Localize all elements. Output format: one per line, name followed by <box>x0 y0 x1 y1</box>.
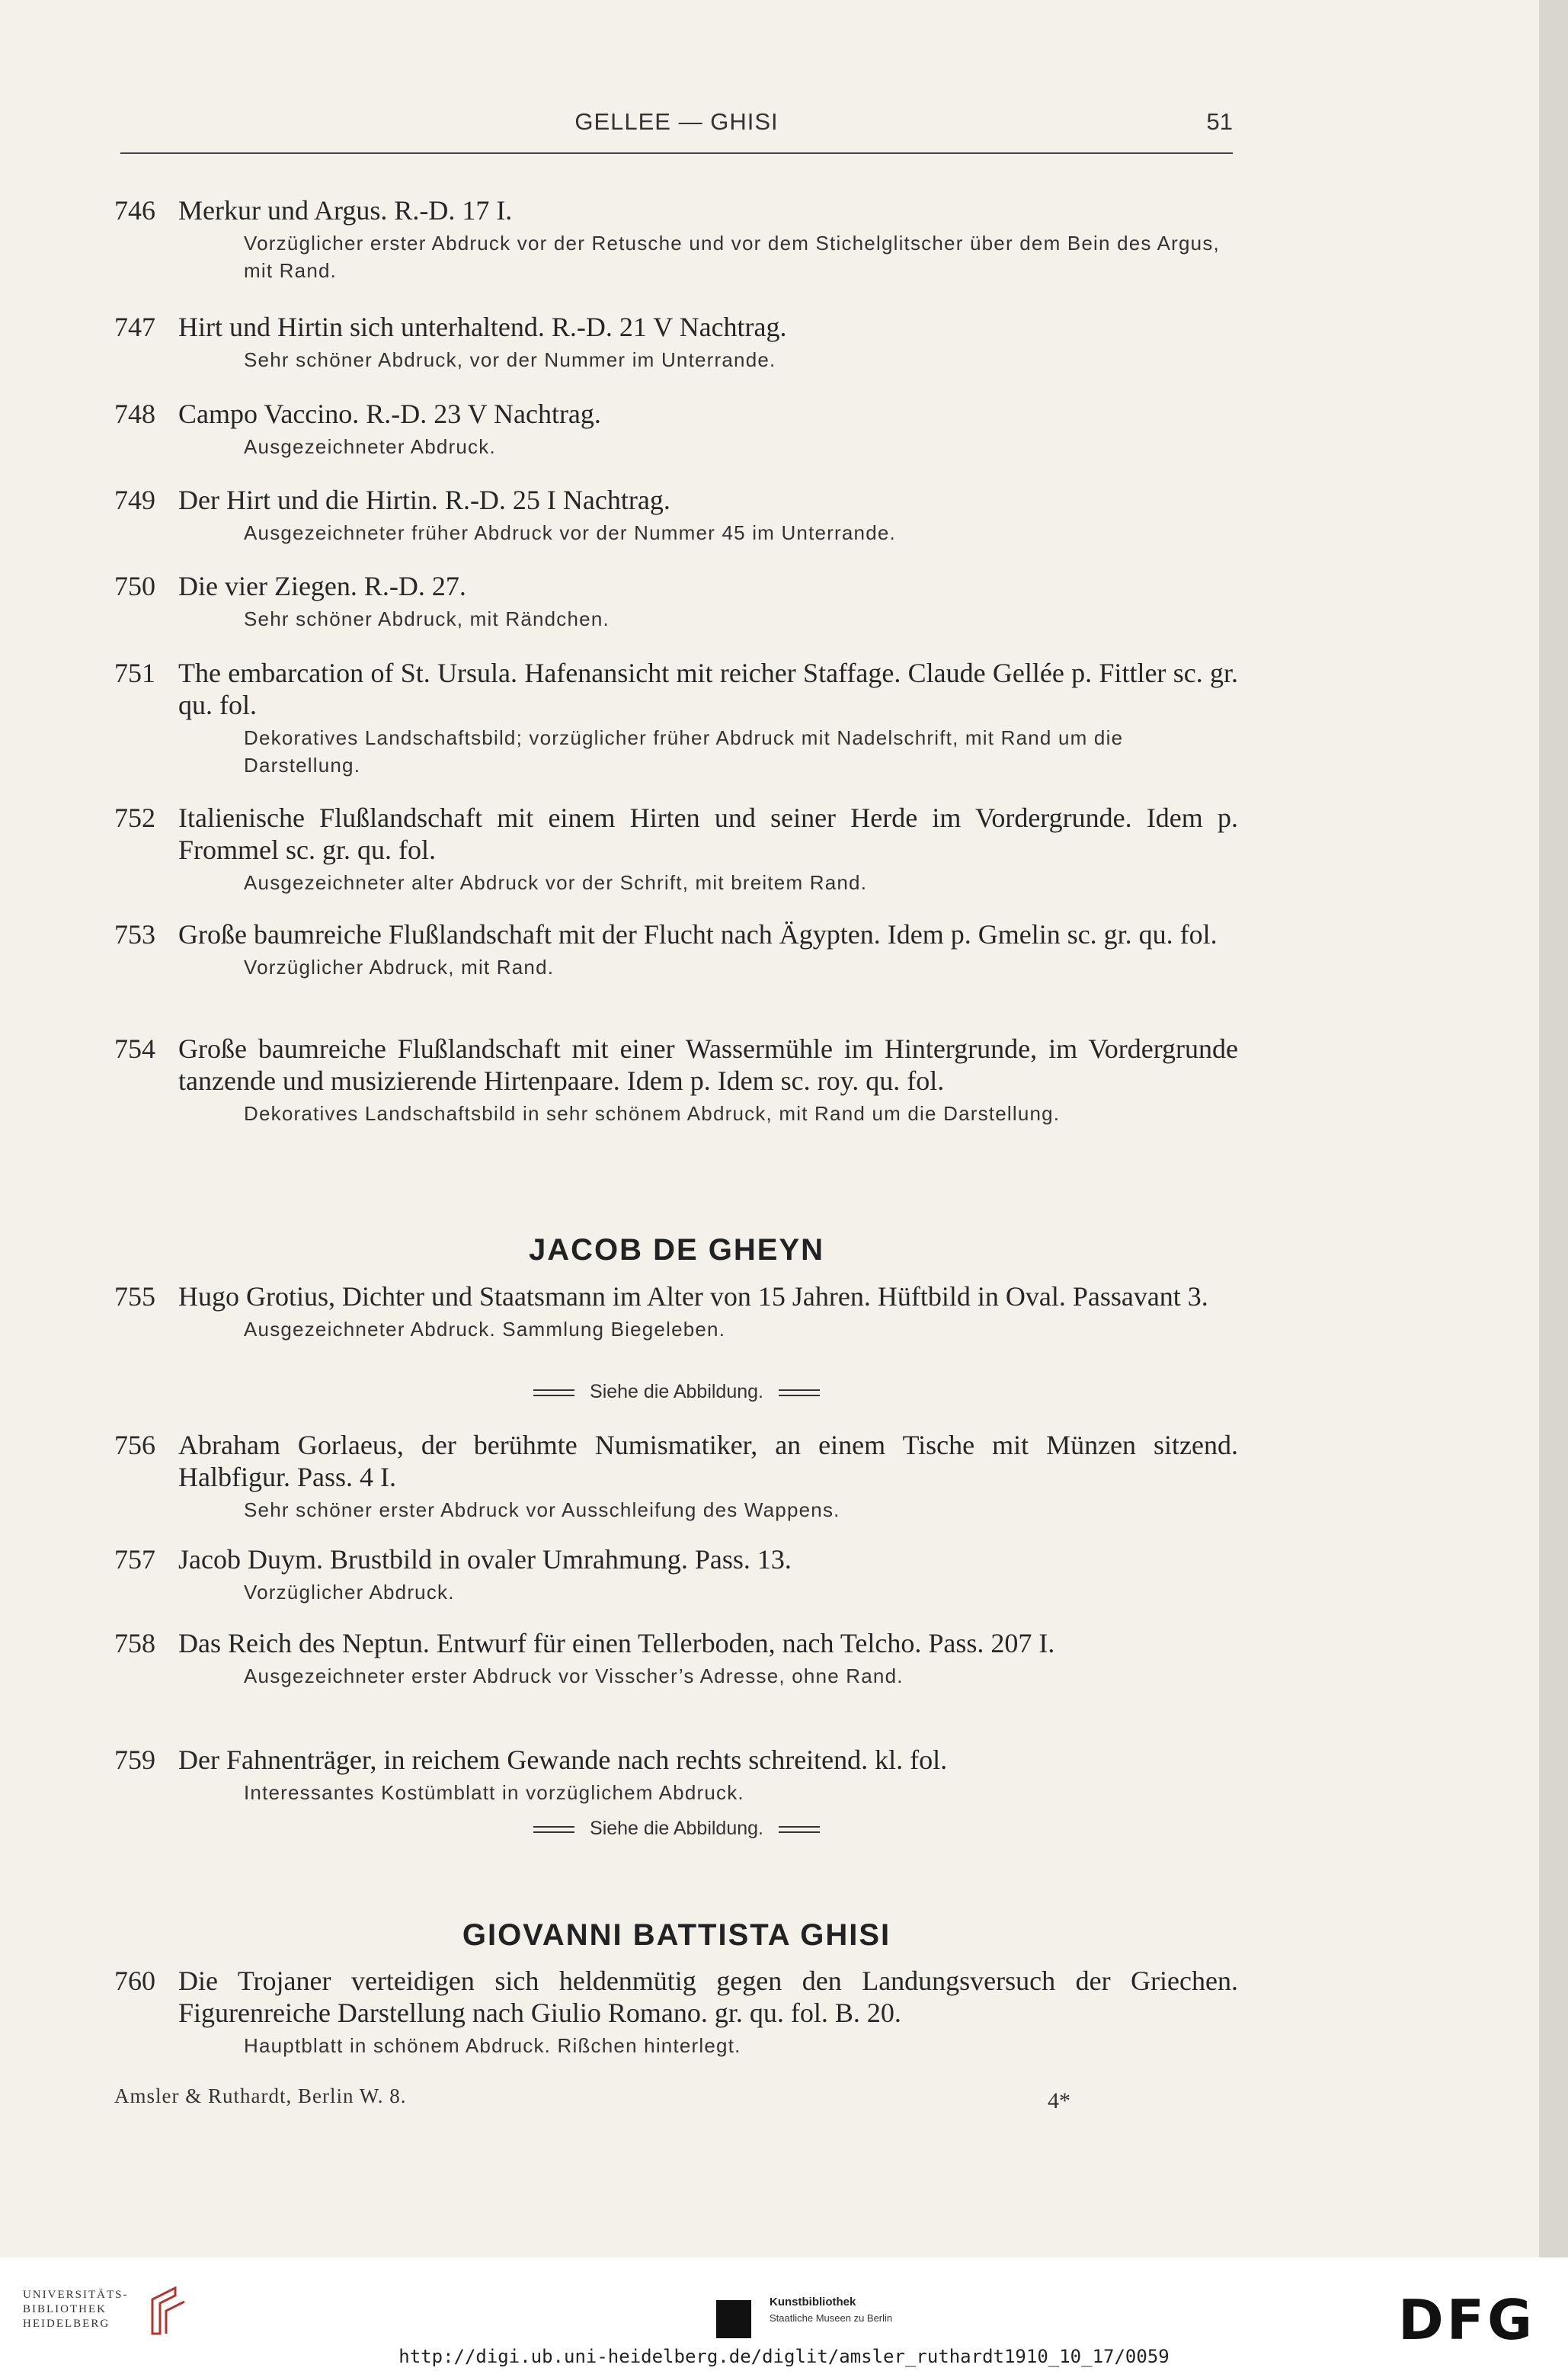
entry-note: Hauptblatt in schönem Abdruck. Rißchen hinterlegt. <box>244 2034 741 2057</box>
digitization-footer <box>0 2257 1568 2371</box>
double-rule <box>779 1389 820 1396</box>
entry-title: Hugo Grotius, Dichter und Staatsmann im Alter von 15 Jahren. Hüftbild in Oval. Passavant 3. <box>178 1281 1208 1312</box>
entry-note: Ausgezeichneter Abdruck. Sammlung Biegeleben. <box>244 1318 726 1341</box>
catalog-entry <box>114 1033 1238 1127</box>
museum-mark-icon <box>716 2300 751 2338</box>
double-rule <box>533 1826 574 1833</box>
running-title: GELLEE — GHISI <box>574 108 779 135</box>
catalog-entry <box>114 311 1238 373</box>
entry-number: 749 <box>114 485 155 515</box>
page-number: 51 <box>1206 108 1233 135</box>
catalog-entry <box>114 1965 1238 2059</box>
entry-title: Jacob Duym. Brustbild in ovaler Umrahmung. Pass. 13. <box>178 1544 792 1575</box>
entry-number: 750 <box>114 571 155 601</box>
entry-note: Vorzüglicher erster Abdruck vor der Retusche und vor dem Stichelglitscher über dem Bein des Argus, mit Rand. <box>244 232 1220 282</box>
entry-title: Der Fahnenträger, in reichem Gewande nach rechts schreitend. kl. fol. <box>178 1745 948 1775</box>
entry-note: Sehr schöner erster Abdruck vor Ausschleifung des Wappens. <box>244 1498 840 1521</box>
entry-note: Ausgezeichneter alter Abdruck vor der Schrift, mit breitem Rand. <box>244 871 868 894</box>
entry-number: 747 <box>114 312 155 342</box>
catalog-entry <box>114 802 1238 896</box>
entry-note: Ausgezeichneter früher Abdruck vor der Nummer 45 im Unterrande. <box>244 521 896 544</box>
logo-line: BIBLIOTHEK <box>23 2303 107 2315</box>
entry-note: Sehr schöner Abdruck, vor der Nummer im Unterrande. <box>244 348 776 371</box>
permalink-url[interactable]: http://digi.ub.uni-heidelberg.de/diglit/amsler_ruthardt1910_10_17/0059 <box>398 2346 1170 2367</box>
catalog-entry <box>114 194 1238 284</box>
catalog-entry <box>114 1543 1238 1606</box>
catalog-entry <box>114 484 1238 546</box>
entry-number: 758 <box>114 1628 155 1658</box>
entry-note: Dekoratives Landschaftsbild; vorzüglicher früher Abdruck mit Nadelschrift, mit Rand um die Darstellung. <box>244 726 1124 777</box>
reference-text: Siehe die Abbildung. <box>590 1818 763 1839</box>
catalog-entry <box>114 1280 1238 1343</box>
catalog-entry <box>114 1744 1238 1806</box>
catalog-entry <box>114 1429 1238 1524</box>
double-rule <box>533 1389 574 1396</box>
publisher-imprint: Amsler & Ruthardt, Berlin W. 8. <box>114 2084 407 2107</box>
museum-title: Kunstbibliothek <box>770 2296 856 2309</box>
entry-title: Der Hirt und die Hirtin. R.-D. 25 I Nachtrag. <box>178 485 670 515</box>
entry-title: Große baumreiche Flußlandschaft mit einer Wassermühle im Hintergrunde, im Vordergrunde tanzende und musizierende Hirtenpaare. Idem p. Idem sc. roy. qu. fol. <box>178 1033 1238 1096</box>
entry-note: Ausgezeichneter erster Abdruck vor Visscher’s Adresse, ohne Rand. <box>244 1665 904 1687</box>
entry-number: 751 <box>114 658 155 688</box>
entry-number: 748 <box>114 399 155 429</box>
catalog-entry <box>114 1627 1238 1690</box>
logo-line: HEIDELBERG <box>23 2318 110 2330</box>
university-library-logo[interactable] <box>23 2288 129 2331</box>
entry-note: Interessantes Kostümblatt in vorzüglichem Abdruck. <box>244 1781 744 1804</box>
section-heading-ghisi: GIOVANNI BATTISTA GHISI <box>462 1918 891 1952</box>
entry-note: Dekoratives Landschaftsbild in sehr schönem Abdruck, mit Rand um die Darstellung. <box>244 1102 1061 1125</box>
entry-note: Sehr schöner Abdruck, mit Rändchen. <box>244 607 610 630</box>
entry-number: 756 <box>114 1430 155 1460</box>
catalog-entry <box>114 398 1238 460</box>
entry-title: Italienische Flußlandschaft mit einem Hirten und seiner Herde im Vordergrunde. Idem p. Frommel sc. gr. qu. fol. <box>178 803 1238 865</box>
entry-number: 752 <box>114 803 155 833</box>
entry-number: 759 <box>114 1745 155 1775</box>
entry-title: Die Trojaner verteidigen sich heldenmütig gegen den Landungsversuch der Griechen. Figurenreiche Darstellung nach Giulio Romano. gr. qu. fol. B. 20. <box>178 1966 1238 2028</box>
logo-line: UNIVERSITÄTS- <box>23 2289 129 2301</box>
entry-title: Abraham Gorlaeus, der berühmte Numismatiker, an einem Tische mit Münzen sitzend. Halbfigur. Pass. 4 I. <box>178 1430 1238 1492</box>
museum-subtitle: Staatliche Museen zu Berlin <box>770 2312 893 2324</box>
university-mark-icon <box>145 2280 190 2341</box>
catalog-entry <box>114 657 1238 779</box>
entry-title: Campo Vaccino. R.-D. 23 V Nachtrag. <box>178 399 601 429</box>
catalog-entry <box>114 918 1238 981</box>
entry-note: Vorzüglicher Abdruck. <box>244 1581 455 1604</box>
entry-title: Hirt und Hirtin sich unterhaltend. R.-D. 21 V Nachtrag. <box>178 312 787 342</box>
entry-title: Das Reich des Neptun. Entwurf für einen Tellerboden, nach Telcho. Pass. 207 I. <box>178 1628 1055 1658</box>
entry-number: 760 <box>114 1966 155 1996</box>
signature-mark: 4* <box>1048 2088 1070 2113</box>
reference-text: Siehe die Abbildung. <box>590 1381 763 1402</box>
dfg-logo[interactable]: DFG <box>1398 2288 1536 2352</box>
entry-number: 757 <box>114 1544 155 1575</box>
entry-note: Ausgezeichneter Abdruck. <box>244 435 496 458</box>
museum-logo[interactable] <box>716 2296 960 2341</box>
entry-title: Große baumreiche Flußlandschaft mit der Flucht nach Ägypten. Idem p. Gmelin sc. gr. qu. fol. <box>178 919 1218 950</box>
illustration-reference <box>120 1818 1233 1840</box>
page-edge <box>1539 0 1568 2257</box>
entry-number: 755 <box>114 1281 155 1312</box>
catalog-entry <box>114 570 1238 633</box>
section-heading-gheyn: JACOB DE GHEYN <box>528 1233 825 1267</box>
page-header <box>120 108 1233 145</box>
entry-title: Merkur und Argus. R.-D. 17 I. <box>178 195 513 226</box>
entry-title: The embarcation of St. Ursula. Hafenansicht mit reicher Staffage. Claude Gellée p. Fittler sc. gr. qu. fol. <box>178 658 1238 720</box>
header-rule <box>120 152 1233 154</box>
illustration-reference <box>120 1381 1233 1403</box>
entry-note: Vorzüglicher Abdruck, mit Rand. <box>244 956 555 979</box>
double-rule <box>779 1826 820 1833</box>
entry-number: 753 <box>114 919 155 950</box>
entry-number: 746 <box>114 195 155 226</box>
entry-title: Die vier Ziegen. R.-D. 27. <box>178 571 466 601</box>
entry-number: 754 <box>114 1033 155 1064</box>
